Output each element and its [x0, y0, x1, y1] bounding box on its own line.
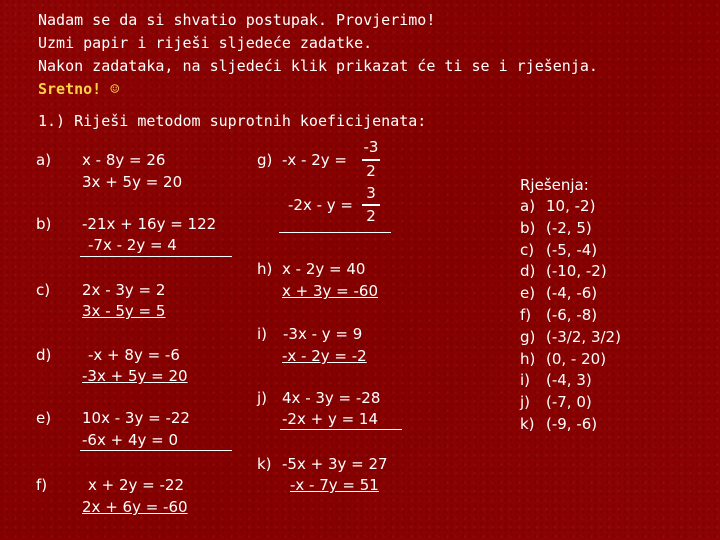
solution-label: c)	[520, 240, 535, 259]
equation-2: -x - 7y = 51	[290, 476, 379, 494]
problem-label: f)	[36, 476, 48, 494]
underline-rule	[80, 256, 232, 257]
equation-1: -3x - y = 9	[283, 325, 363, 343]
fraction-bar	[362, 204, 380, 206]
solution-value: (-9, -6)	[546, 414, 598, 433]
underline-rule	[279, 232, 391, 233]
smiley-icon: ☺	[110, 80, 120, 98]
intro-line-4	[38, 79, 119, 99]
equation-2: -x - 2y = -2	[282, 347, 367, 365]
solution-value: (-7, 0)	[546, 393, 592, 412]
equation-1: x - 2y = 40	[282, 260, 366, 278]
task-heading: 1.) Riješi metodom suprotnih koeficijenata:	[38, 112, 427, 130]
underline-rule	[280, 429, 402, 430]
equation-2: 2x + 6y = -60	[82, 498, 188, 516]
problem-label: a)	[36, 151, 52, 169]
solution-item	[520, 414, 621, 436]
equation-2: x + 3y = -60	[282, 282, 379, 300]
solution-value: (-10, -2)	[546, 262, 607, 281]
equation-2: -3x + 5y = 20	[82, 367, 188, 385]
solution-label: i)	[520, 371, 531, 390]
problem-label: i)	[257, 325, 268, 343]
solution-value: (-6, -8)	[546, 305, 598, 324]
problem-label: j)	[257, 389, 268, 407]
solution-label: h)	[520, 349, 536, 368]
equation-1: -5x + 3y = 27	[282, 455, 388, 473]
equation-2: -2x + y = 14	[282, 410, 379, 428]
equation-2: 3x - 5y = 5	[82, 302, 166, 320]
solutions-list	[520, 196, 621, 436]
equation-2: 3x + 5y = 20	[82, 173, 183, 191]
equation-1: -x + 8y = -6	[88, 346, 180, 364]
equation-1: 2x - 3y = 2	[82, 281, 166, 299]
solutions-title: Rješenja:	[520, 176, 589, 194]
solution-item	[520, 261, 621, 283]
solution-item	[520, 240, 621, 262]
underline-rule	[80, 450, 232, 451]
solution-value: (-4, 3)	[546, 371, 592, 390]
problem-label: h)	[257, 260, 273, 278]
equation-1: -21x + 16y = 122	[82, 215, 217, 233]
solution-item	[520, 283, 621, 305]
problem-label: d)	[36, 346, 52, 364]
problem-label: b)	[36, 215, 52, 233]
solution-item	[520, 370, 621, 392]
fraction-denominator: 2	[366, 162, 376, 180]
fraction-bar	[362, 159, 380, 161]
solution-item	[520, 305, 621, 327]
solution-value: (-2, 5)	[546, 218, 592, 237]
problem-label: c)	[36, 281, 51, 299]
equation-1: -x - 2y =	[282, 151, 347, 169]
fraction-numerator: -3	[363, 138, 379, 156]
equation-1: x + 2y = -22	[88, 476, 185, 494]
fraction-numerator: 3	[366, 184, 376, 202]
solution-value: 10, -2)	[546, 197, 596, 215]
solution-label: j)	[520, 393, 531, 412]
problem-label: g)	[257, 151, 273, 169]
solution-label: a)	[520, 197, 536, 215]
equation-2: -2x - y =	[288, 196, 353, 214]
solution-label: e)	[520, 284, 536, 303]
solution-label: b)	[520, 218, 536, 237]
equation-1: 4x - 3y = -28	[282, 389, 381, 407]
solution-label: g)	[520, 327, 536, 346]
equation-1: x - 8y = 26	[82, 151, 166, 169]
fraction-denominator: 2	[366, 207, 376, 225]
solution-value: (-4, -6)	[546, 284, 598, 303]
solution-value: (-3/2, 3/2)	[546, 327, 621, 346]
intro-line-1: Nadam se da si shvatio postupak. Provjerimo!	[38, 11, 436, 29]
equation-1: 10x - 3y = -22	[82, 409, 190, 427]
solution-value: (-5, -4)	[546, 240, 598, 259]
problem-label: e)	[36, 409, 52, 427]
equation-2: -7x - 2y = 4	[88, 236, 177, 254]
solution-label: d)	[520, 262, 536, 281]
solution-item	[520, 196, 621, 218]
good-luck-text: Sretno!	[38, 80, 102, 98]
solution-value: (0, - 20)	[546, 349, 607, 368]
solution-item	[520, 392, 621, 414]
intro-line-2: Uzmi papir i riješi sljedeće zadatke.	[38, 34, 373, 52]
solution-label: f)	[520, 305, 532, 324]
solution-item	[520, 218, 621, 240]
solution-item	[520, 327, 621, 349]
solution-item	[520, 349, 621, 371]
equation-2: -6x + 4y = 0	[82, 431, 179, 449]
intro-line-3: Nakon zadataka, na sljedeći klik prikazat će ti se i rješenja.	[38, 57, 598, 75]
problem-label: k)	[257, 455, 272, 473]
solution-label: k)	[520, 414, 535, 433]
